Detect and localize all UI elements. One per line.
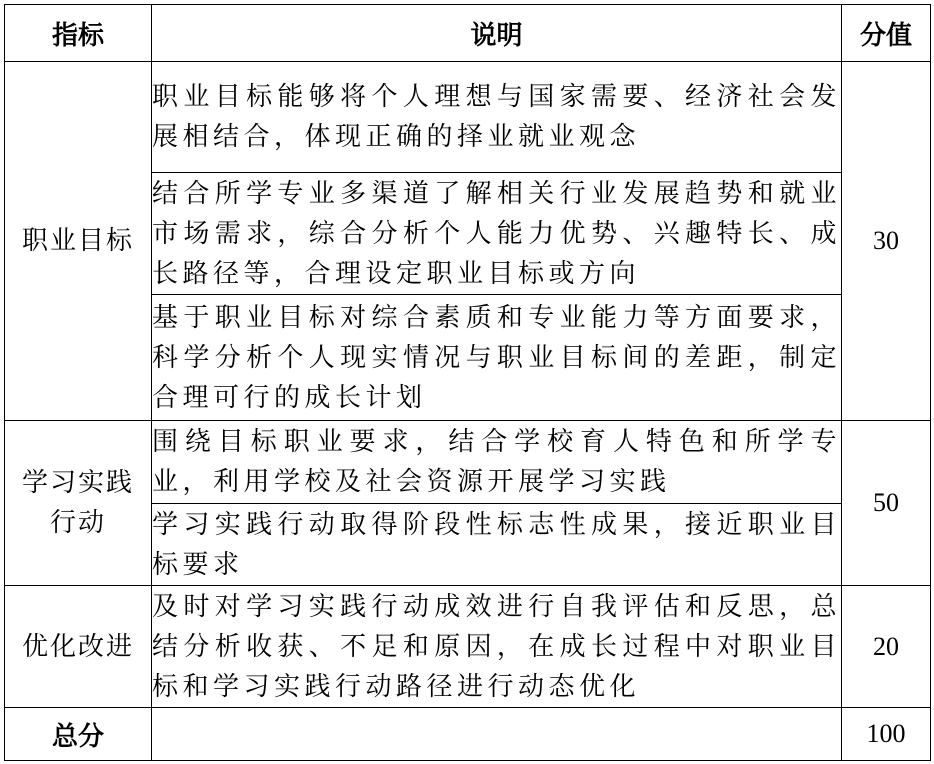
- total-label: 总分: [5, 708, 152, 761]
- total-row: [5, 708, 931, 761]
- total-empty-cell: [152, 708, 842, 761]
- description-cell: 职业目标能够将个人理想与国家需要、经济社会发展相结合，体现正确的择业就业观念: [152, 62, 842, 173]
- indicator-optimization: 优化改进: [5, 586, 152, 708]
- indicator-line: 学习实践: [21, 468, 134, 498]
- table-row: [5, 586, 931, 708]
- table-row: [5, 62, 931, 173]
- score-learning-practice: 50: [842, 421, 931, 586]
- scoring-table: [4, 4, 931, 761]
- header-row: [5, 5, 931, 62]
- header-indicator: 指标: [5, 5, 152, 62]
- indicator-career-goal: 职业目标: [5, 62, 152, 421]
- total-score: 100: [842, 708, 931, 761]
- description-cell: 学习实践行动取得阶段性标志性成果，接近职业目标要求: [152, 504, 842, 586]
- description-cell: 及时对学习实践行动成效进行自我评估和反思，总结分析收获、不足和原因，在成长过程中对职业目标和学习实践行动路径进行动态优化: [152, 586, 842, 708]
- indicator-line: 行动: [49, 508, 106, 538]
- table-row: [5, 421, 931, 504]
- score-career-goal: 30: [842, 62, 931, 421]
- description-cell: 结合所学专业多渠道了解相关行业发展趋势和就业市场需求，综合分析个人能力优势、兴趣特长、成长路径等，合理设定职业目标或方向: [152, 173, 842, 295]
- header-description: 说明: [152, 5, 842, 62]
- score-optimization: 20: [842, 586, 931, 708]
- header-score: 分值: [842, 5, 931, 62]
- description-cell: 基于职业目标对综合素质和专业能力等方面要求，科学分析个人现实情况与职业目标间的差距，制定合理可行的成长计划: [152, 295, 842, 421]
- indicator-learning-practice: [5, 421, 152, 586]
- description-cell: 围绕目标职业要求，结合学校育人特色和所学专业，利用学校及社会资源开展学习实践: [152, 421, 842, 504]
